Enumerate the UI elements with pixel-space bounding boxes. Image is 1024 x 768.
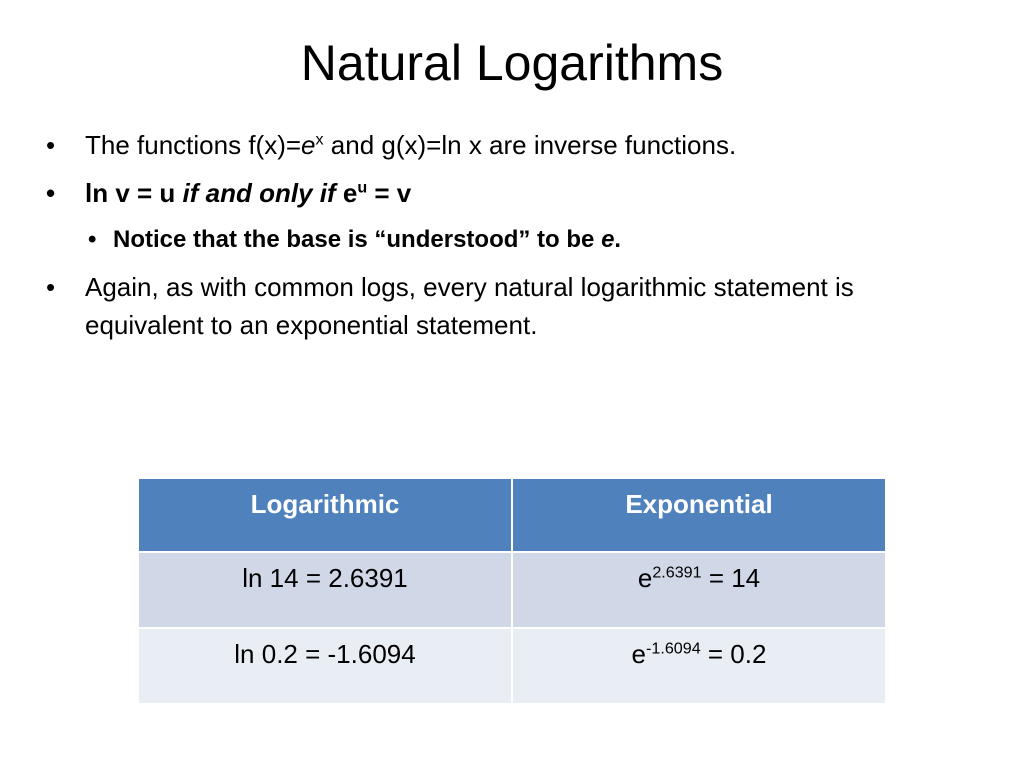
- bullet-text: ln v = u: [85, 178, 183, 208]
- exp-superscript: u: [357, 178, 368, 197]
- log-cell: ln 14 = 2.6391: [138, 552, 512, 628]
- bullet-text: Again, as with common logs, every natural logarithmic statement is equivalent to an exponential statement.: [85, 272, 854, 340]
- exp-power: -1.6094: [646, 639, 701, 658]
- sub-bullet-base-note: [88, 222, 946, 258]
- exp-result: = 14: [701, 563, 761, 593]
- bullet-emphasis: e: [601, 226, 615, 253]
- log-cell: ln 0.2 = -1.6094: [138, 628, 512, 704]
- bullet-text: and g(x)=ln x are inverse functions.: [323, 130, 737, 160]
- slide-title: Natural Logarithms: [300, 35, 724, 91]
- header-exponential: Exponential: [512, 478, 886, 552]
- bullet-emphasis: if and only if: [182, 178, 336, 208]
- table-row: [138, 628, 886, 704]
- table-row: [138, 552, 886, 628]
- conversion-table: [137, 477, 887, 705]
- bullet-text: e: [335, 178, 358, 208]
- header-logarithmic: Logarithmic: [138, 478, 512, 552]
- bullet-text: = v: [367, 178, 412, 208]
- conversion-table-wrapper: [137, 477, 887, 699]
- bullet-definition: [46, 174, 946, 212]
- bullet-equivalence: [46, 268, 946, 344]
- exp-result: = 0.2: [700, 639, 767, 669]
- exp-cell: [512, 628, 886, 704]
- table-header-row: [138, 478, 886, 552]
- bullet-text: The functions f(x)=: [85, 130, 302, 160]
- bullet-text: Notice that the base is “understood” to be: [113, 226, 602, 253]
- exp-power: 2.6391: [652, 563, 702, 582]
- exp-superscript: x: [315, 130, 324, 149]
- exp-base: e: [631, 639, 647, 669]
- bullet-text: .: [614, 226, 622, 253]
- exp-cell: [512, 552, 886, 628]
- bullet-list: [46, 126, 946, 354]
- exp-base: e: [301, 130, 316, 160]
- exp-base: e: [637, 563, 653, 593]
- bullet-inverse-functions: [46, 126, 946, 164]
